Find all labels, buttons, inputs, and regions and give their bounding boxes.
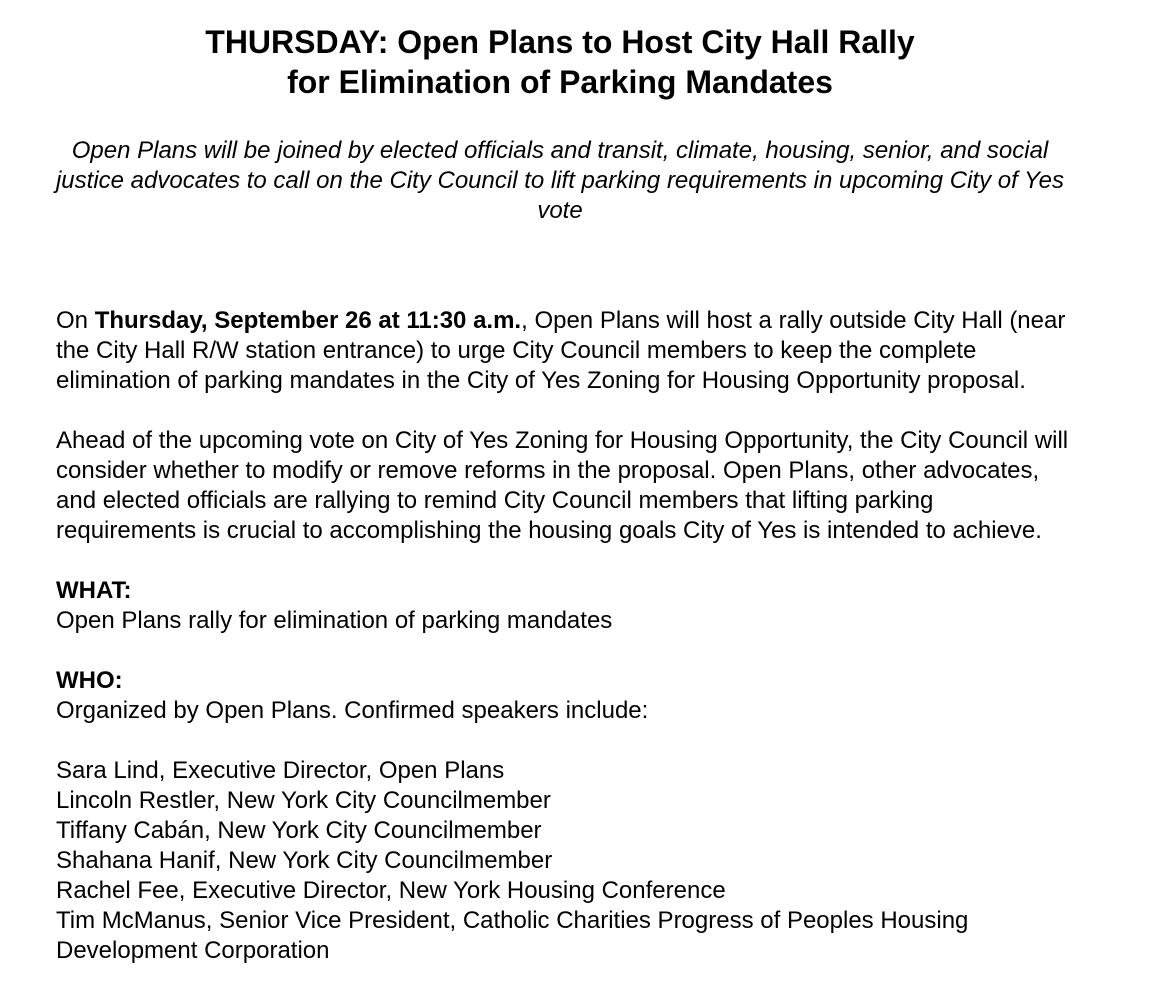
intro-paragraph (56, 306, 1076, 396)
who-text: Organized by Open Plans. Confirmed speakers include: (56, 697, 649, 724)
headline (0, 22, 1120, 102)
speaker-item: Rachel Fee, Executive Director, New York Housing Conference (56, 877, 726, 904)
speaker-item: Tim McManus, Senior Vice President, Catholic Charities Progress of Peoples Housing Development Corporation (56, 907, 969, 964)
headline-line-2: for Elimination of Parking Mandates (287, 64, 833, 100)
spacer (56, 396, 1076, 426)
spacer (56, 636, 1076, 666)
speaker-item: Tiffany Cabán, New York City Councilmember (56, 817, 542, 844)
speaker-item: Sara Lind, Executive Director, Open Plans (56, 757, 505, 784)
speaker-item: Shahana Hanif, New York City Councilmember (56, 847, 553, 874)
speaker-list (56, 756, 1076, 966)
event-date-time: Thursday, September 26 at 11:30 a.m. (94, 307, 522, 334)
who-label: WHO: (56, 667, 123, 694)
headline-line-1: THURSDAY: Open Plans to Host City Hall Rally (205, 24, 915, 60)
what-text: Open Plans rally for elimination of parking mandates (56, 607, 613, 634)
intro-prefix: On (56, 307, 95, 334)
spacer (56, 726, 1076, 756)
intro-rest: , Open Plans will host a rally outside City Hall (near the City Hall R/W station entrance) to urge City Council members to keep the complete elimination of parking mandates in the City of Yes Zoning for Housing Opportunity proposal. (56, 307, 1066, 394)
subheadline: Open Plans will be joined by elected officials and transit, climate, housing, senior, and social justice advocates to call on the City Council to lift parking requirements in upcoming City of Yes vote (55, 137, 1065, 224)
press-release-body (56, 306, 1076, 966)
spacer (56, 546, 1076, 576)
speaker-item: Lincoln Restler, New York City Councilmember (56, 787, 551, 814)
context-paragraph: Ahead of the upcoming vote on City of Yes Zoning for Housing Opportunity, the City Council will consider whether to modify or remove reforms in the proposal. Open Plans, other advocates, and elected officials are rallying to remind City Council members that lifting parking requirements is crucial to accomplishing the housing goals City of Yes is intended to achieve. (56, 427, 1069, 544)
what-label: WHAT: (56, 577, 132, 604)
